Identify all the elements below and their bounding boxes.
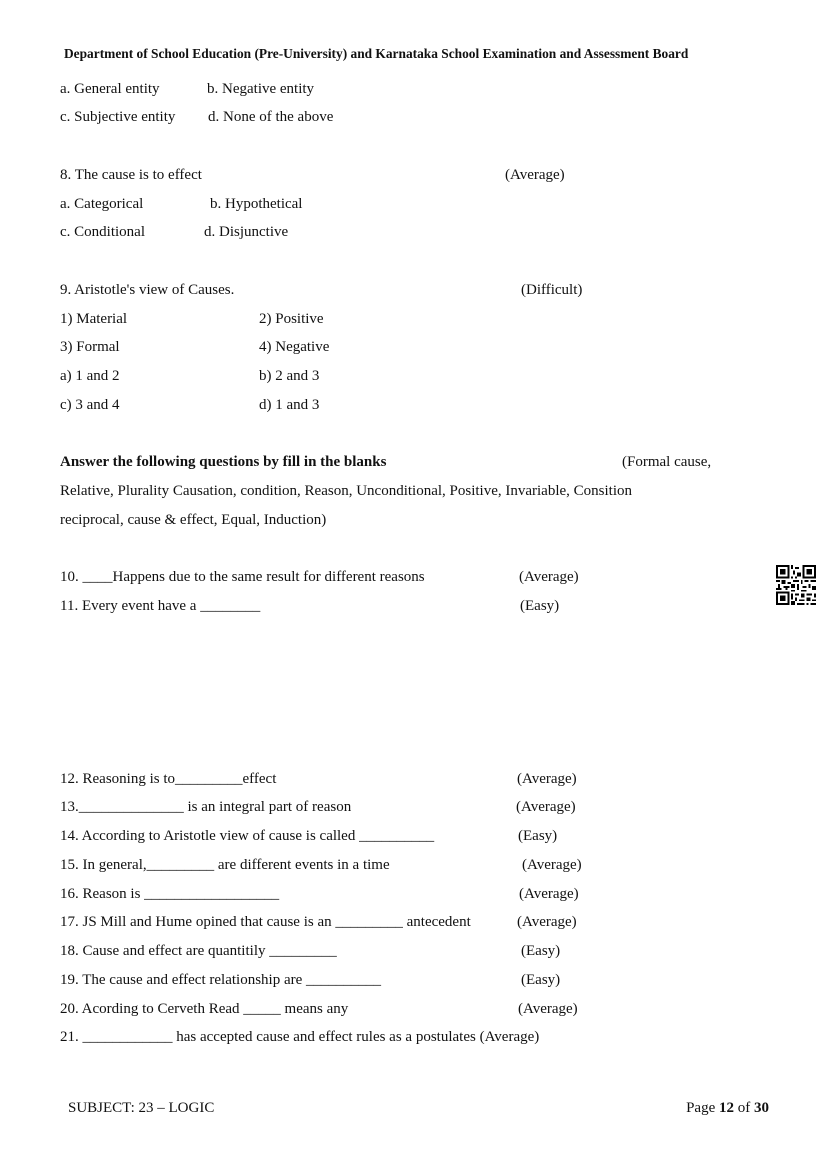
question-text: 10. ____Happens due to the same result for different reasons — [60, 569, 425, 585]
question-level: (Easy) — [521, 972, 561, 988]
q8-option-d: d. Disjunctive — [204, 224, 289, 240]
q8-level: (Average) — [505, 167, 565, 183]
question-level: (Average) — [517, 771, 577, 787]
page-of-label: of — [734, 1100, 754, 1116]
question-text: 11. Every event have a ________ — [60, 598, 261, 614]
question-level: (Average) — [519, 886, 579, 902]
question-level: (Average) — [516, 799, 576, 815]
q8-text: 8. The cause is to effect — [60, 167, 202, 183]
footer-subject: SUBJECT: 23 – LOGIC — [68, 1100, 215, 1116]
question-level: (Average) — [522, 857, 582, 873]
page-current: 12 — [719, 1100, 734, 1116]
q7-option-c: c. Subjective entity — [60, 109, 176, 125]
question-text: 15. In general,_________ are different events in a time — [60, 857, 390, 873]
answer-options-line-2: Relative, Plurality Causation, condition, Reason, Unconditional, Positive, Invariable, Consition — [60, 483, 633, 499]
q9-item-1: 1) Material — [60, 311, 128, 327]
question-level: (Average) — [517, 914, 577, 930]
q9-option-b: b) 2 and 3 — [259, 368, 320, 384]
q8-option-a: a. Categorical — [60, 196, 144, 212]
q7-option-a: a. General entity — [60, 81, 160, 97]
page-header: Department of School Education (Pre-University) and Karnataka School Examination and Assessment Board — [64, 46, 689, 61]
q9-level: (Difficult) — [521, 282, 583, 298]
question-text: 18. Cause and effect are quantitily _________ — [60, 943, 337, 959]
q9-text: 9. Aristotle's view of Causes. — [60, 282, 235, 298]
footer-page-number — [686, 1099, 769, 1117]
question-text: 13.______________ is an integral part of reason — [60, 799, 352, 815]
question-text: 14. According to Aristotle view of cause is called __________ — [60, 828, 435, 844]
qr-code-icon — [776, 565, 816, 605]
question-level: (Average) — [518, 1001, 578, 1017]
page-total: 30 — [754, 1100, 769, 1116]
q8-option-c: c. Conditional — [60, 224, 145, 240]
question-text: 21. ____________ has accepted cause and effect rules as a postulates (Average) — [60, 1029, 540, 1045]
question-level: (Easy) — [521, 943, 561, 959]
question-text: 12. Reasoning is to_________effect — [60, 771, 277, 787]
page-label: Page — [686, 1100, 719, 1116]
question-level: (Average) — [519, 569, 579, 585]
answer-options-line-1: (Formal cause, — [622, 454, 712, 470]
question-text: 16. Reason is __________________ — [60, 886, 280, 902]
q9-item-4: 4) Negative — [259, 339, 330, 355]
q7-option-d: d. None of the above — [208, 109, 334, 125]
answer-options-line-3: reciprocal, cause & effect, Equal, Induction) — [60, 512, 327, 528]
q9-option-a: a) 1 and 2 — [60, 368, 120, 384]
q9-item-2: 2) Positive — [259, 311, 324, 327]
question-text: 19. The cause and effect relationship are __________ — [60, 972, 382, 988]
q9-option-d: d) 1 and 3 — [259, 397, 320, 413]
q9-option-c: c) 3 and 4 — [60, 397, 120, 413]
q9-item-3: 3) Formal — [60, 339, 120, 355]
q7-option-b: b. Negative entity — [207, 81, 315, 97]
question-text: 20. Acording to Cerveth Read _____ means any — [60, 1001, 349, 1017]
question-level: (Easy) — [518, 828, 558, 844]
question-level: (Easy) — [520, 598, 560, 614]
question-text: 17. JS Mill and Hume opined that cause is an _________ antecedent — [60, 914, 471, 930]
q8-option-b: b. Hypothetical — [210, 196, 303, 212]
section-heading: Answer the following questions by fill in the blanks — [60, 454, 387, 470]
